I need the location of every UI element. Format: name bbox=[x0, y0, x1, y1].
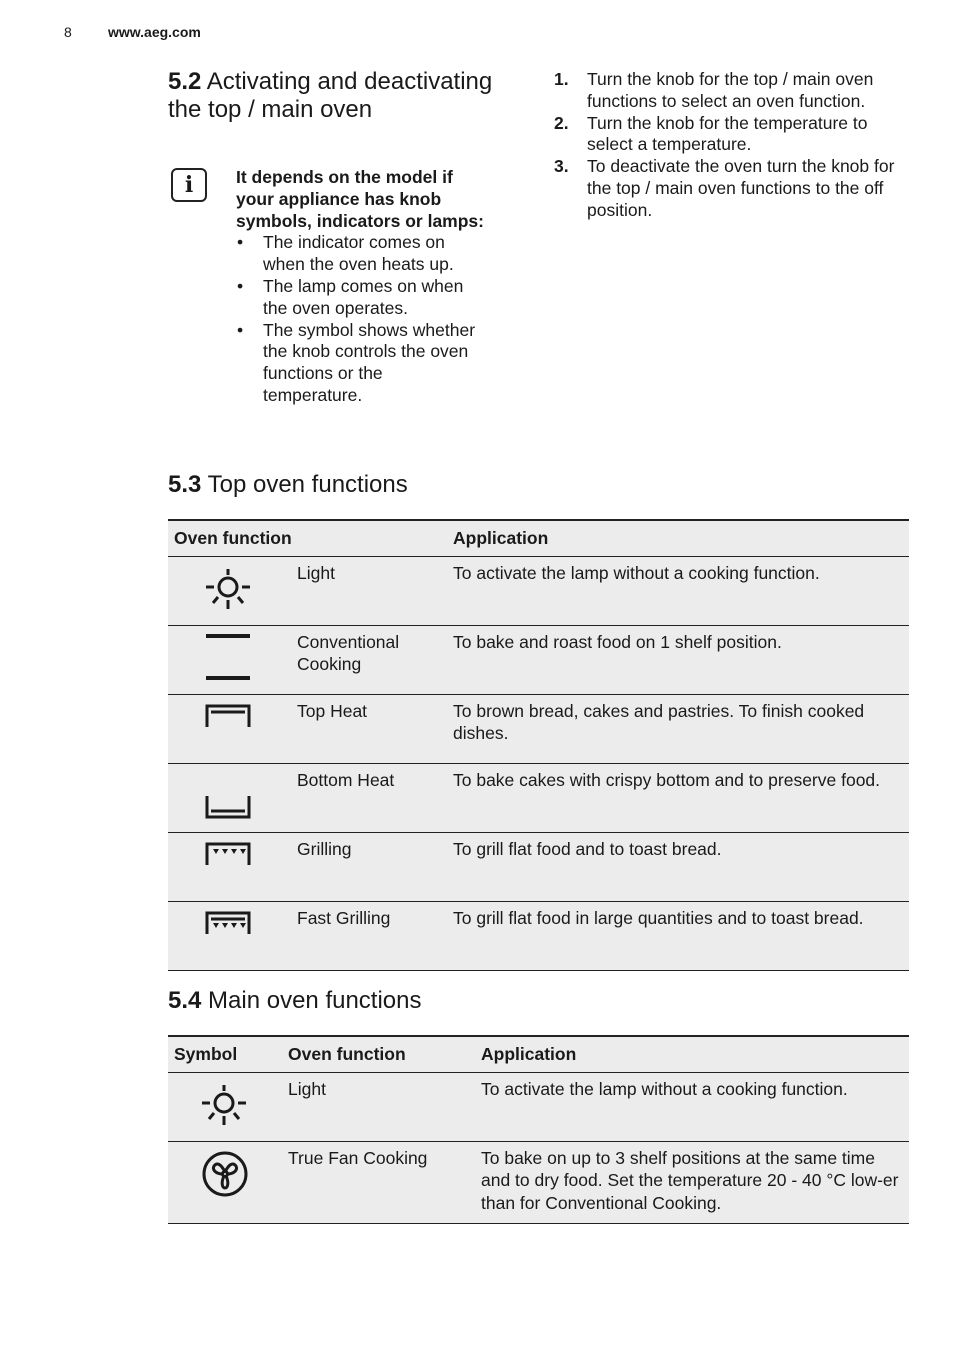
step-text: Turn the knob for the temperature to select a temperature. bbox=[587, 112, 868, 155]
section-5-2-heading bbox=[168, 68, 498, 124]
step-number: 2. bbox=[554, 112, 569, 133]
section-title: Top oven functions bbox=[207, 471, 408, 498]
column-header: Application bbox=[447, 520, 909, 556]
section-title: Activating and deactivating the top / main oven bbox=[168, 68, 493, 123]
application: To brown bread, cakes and pastries. To finish cooked dishes. bbox=[447, 694, 909, 763]
conventional-cooking-icon bbox=[204, 632, 252, 682]
bottom-heat-icon bbox=[204, 794, 252, 820]
application: To activate the lamp without a cooking function. bbox=[475, 1072, 909, 1141]
oven-function: Fast Grilling bbox=[291, 901, 447, 970]
table-header-row bbox=[168, 520, 909, 556]
list-item bbox=[554, 69, 910, 113]
oven-function: Top Heat bbox=[291, 694, 447, 763]
steps-list bbox=[554, 69, 910, 222]
application: To grill flat food and to toast bread. bbox=[447, 832, 909, 901]
step-number: 1. bbox=[554, 69, 569, 89]
column-header: Symbol bbox=[168, 1036, 282, 1072]
list-item: • The indicator comes on when the oven heats up. bbox=[236, 232, 486, 276]
light-icon bbox=[200, 1081, 248, 1129]
oven-function: Conventional Cooking bbox=[291, 625, 447, 694]
fast-grilling-icon bbox=[204, 910, 252, 936]
list-item bbox=[554, 156, 910, 221]
section-5-4-heading bbox=[168, 987, 422, 1015]
grilling-icon bbox=[204, 841, 252, 867]
table-row bbox=[168, 556, 909, 625]
application: To grill flat food in large quantities and to toast bread. bbox=[447, 901, 909, 970]
application: To activate the lamp without a cooking function. bbox=[447, 556, 909, 625]
oven-function: True Fan Cooking bbox=[282, 1141, 475, 1223]
list-item: • The symbol shows whether the knob controls the oven functions or the temperature. bbox=[236, 320, 486, 407]
table-row bbox=[168, 832, 909, 901]
section-number: 5.2 bbox=[168, 68, 202, 95]
oven-function: Light bbox=[291, 556, 447, 625]
step-text: To deactivate the oven turn the knob for the top / main oven functions to the off position. bbox=[587, 156, 895, 220]
table-row bbox=[168, 1141, 909, 1223]
top-heat-icon bbox=[204, 703, 252, 729]
table-header-row bbox=[168, 1036, 909, 1072]
section-title: Main oven functions bbox=[208, 987, 422, 1014]
section-number: 5.3 bbox=[168, 471, 202, 498]
true-fan-cooking-icon bbox=[201, 1150, 249, 1198]
oven-function: Grilling bbox=[291, 832, 447, 901]
table-row bbox=[168, 1072, 909, 1141]
note-bullets bbox=[236, 232, 486, 406]
info-icon: i bbox=[171, 168, 207, 202]
oven-function: Bottom Heat bbox=[291, 763, 447, 832]
table-row bbox=[168, 694, 909, 763]
light-icon bbox=[204, 565, 252, 613]
column-header: Application bbox=[475, 1036, 909, 1072]
note-lead: It depends on the model if your appliance has knob symbols, indicators or lamps: bbox=[236, 167, 484, 231]
table-row bbox=[168, 625, 909, 694]
header-url: www.aeg.com bbox=[108, 24, 201, 40]
info-note bbox=[236, 167, 486, 407]
table-row bbox=[168, 763, 909, 832]
main-oven-functions-table bbox=[168, 1035, 909, 1224]
application: To bake cakes with crispy bottom and to preserve food. bbox=[447, 763, 909, 832]
list-item: • The lamp comes on when the oven operates. bbox=[236, 276, 486, 320]
page-number: 8 bbox=[64, 24, 72, 40]
section-5-3-heading bbox=[168, 471, 408, 499]
table-row bbox=[168, 901, 909, 970]
application: To bake on up to 3 shelf positions at the same time and to dry food. Set the temperature 20 - 40 °C low-er than for Conventional Cooking. bbox=[475, 1141, 909, 1223]
column-header: Oven function bbox=[282, 1036, 475, 1072]
step-number: 3. bbox=[554, 156, 569, 177]
section-number: 5.4 bbox=[168, 987, 202, 1014]
oven-function: Light bbox=[282, 1072, 475, 1141]
top-oven-functions-table bbox=[168, 519, 909, 971]
column-header: Oven function bbox=[168, 520, 447, 556]
application: To bake and roast food on 1 shelf position. bbox=[447, 625, 909, 694]
list-item bbox=[554, 113, 910, 157]
step-text: Turn the knob for the top / main oven functions to select an oven function. bbox=[587, 69, 874, 111]
